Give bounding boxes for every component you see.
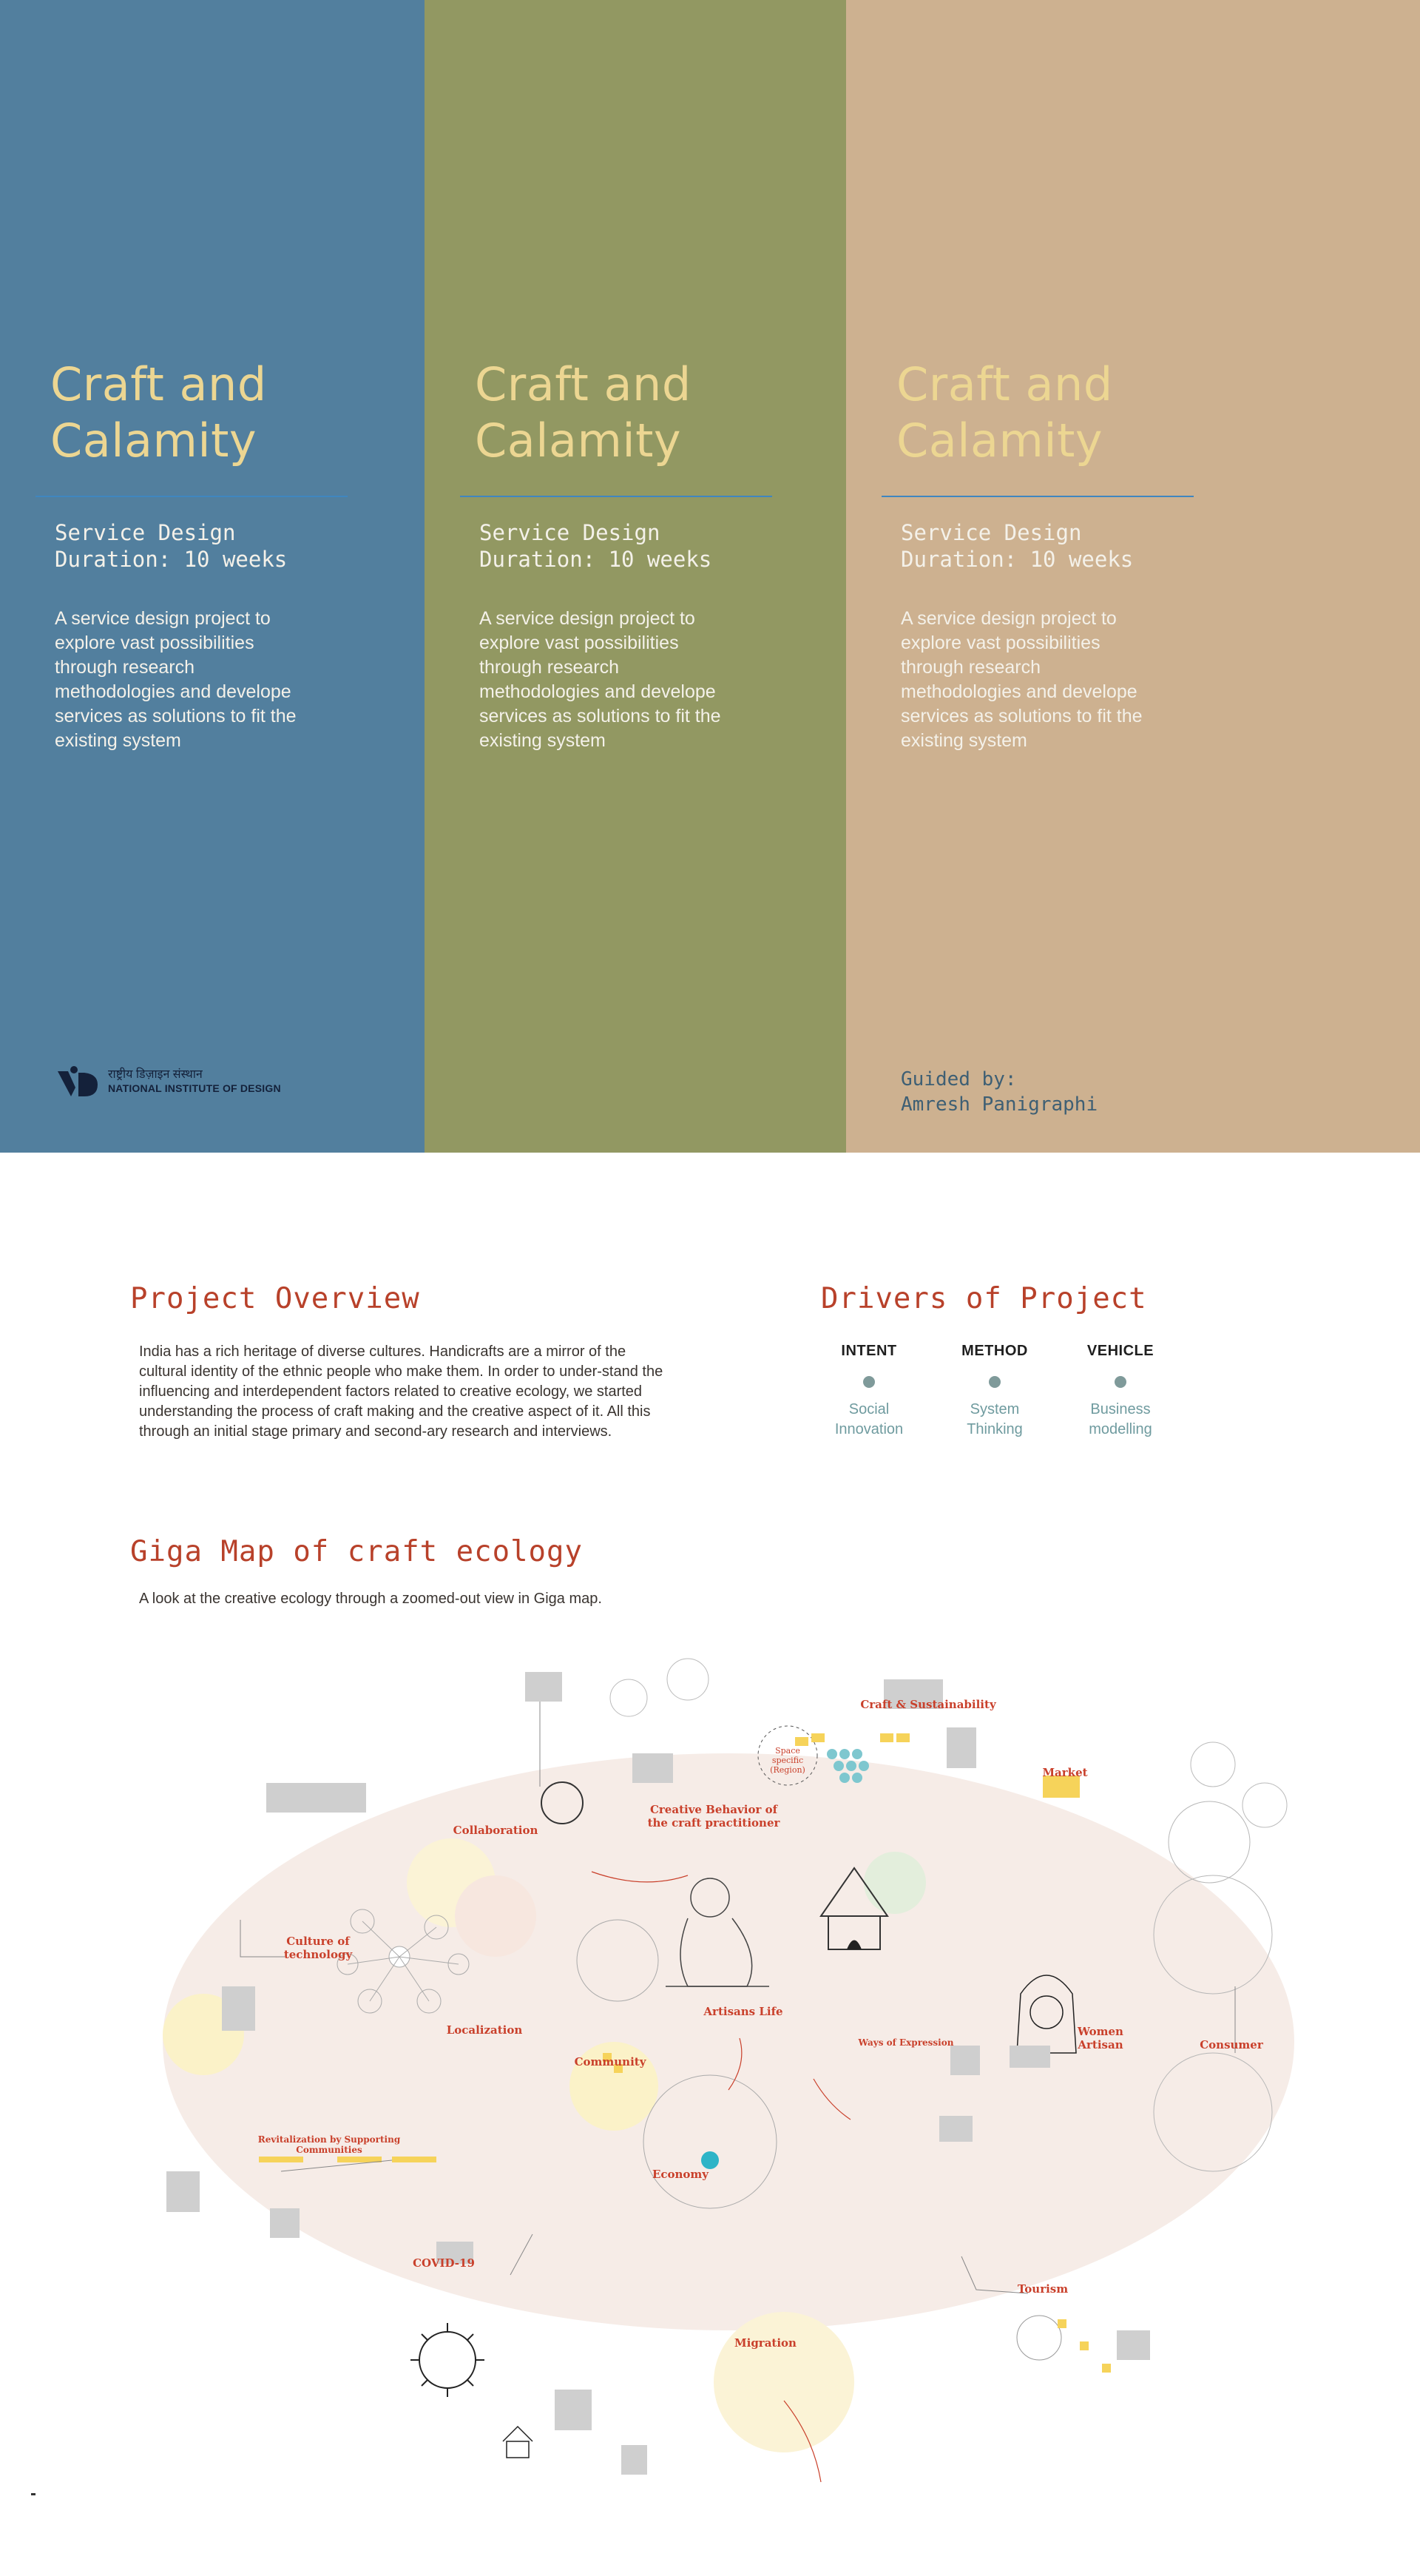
- hero-title: [50, 357, 267, 469]
- house-icon: [503, 2427, 532, 2458]
- hero-panel-tan: [846, 0, 1420, 1153]
- label-migration: Migration: [734, 2336, 797, 2350]
- giga-map-illustration: [81, 1639, 1339, 2501]
- driver-intent: [817, 1343, 921, 1440]
- label-revitalization: Revitalization by Supporting Communities: [257, 2134, 401, 2155]
- giga-map: [81, 1639, 1339, 2501]
- label-creative-behavior: Creative Behavior of the craft practitioner: [647, 1803, 780, 1830]
- bubble: [701, 2151, 719, 2169]
- bubble: [610, 1679, 647, 1716]
- hero-title-line1: Craft and: [50, 357, 267, 411]
- label-space-specific: Space specific (Region): [770, 1746, 805, 1775]
- label-ways-expression: Ways of Expression: [858, 2037, 954, 2048]
- bubble: [864, 1852, 926, 1914]
- label-localization: Localization: [446, 2023, 523, 2037]
- driver-vehicle: [1069, 1343, 1172, 1440]
- label-covid: COVID-19: [413, 2256, 475, 2270]
- overview-title: Project Overview: [130, 1282, 420, 1315]
- bubble: [714, 2312, 854, 2452]
- label-economy: Economy: [652, 2168, 709, 2181]
- hero-title-line1: Craft and: [475, 357, 692, 411]
- driver-value: System Thinking: [967, 1401, 1023, 1437]
- hero-subtitle: Service Design Duration: 10 weeks: [479, 520, 712, 572]
- label-craft-sustainability: Craft & Sustainability: [860, 1698, 996, 1711]
- divider: [460, 496, 772, 497]
- gigamap-title: Giga Map of craft ecology: [130, 1535, 583, 1568]
- hero-description: A service design project to explore vast possibilities through research methodologies and develope services as solutions to fit the existing system: [479, 608, 721, 751]
- hero-title-line2: Calamity: [50, 414, 257, 468]
- bubble: [1242, 1783, 1287, 1827]
- page-mark: [31, 2493, 36, 2495]
- hero-banner: [0, 0, 1420, 1153]
- gigamap-caption: A look at the creative ecology through a zoomed-out view in Giga map.: [139, 1591, 602, 1607]
- nid-logo: [56, 1065, 281, 1098]
- driver-dot: [989, 1376, 1001, 1388]
- label-collaboration: Collaboration: [453, 1824, 538, 1837]
- hero-title: [475, 357, 692, 469]
- label-artisans-life: Artisans Life: [703, 2005, 783, 2018]
- label-culture-technology: Culture of technology: [283, 1935, 353, 1961]
- label-consumer: Consumer: [1200, 2038, 1263, 2051]
- drivers-list: [817, 1343, 1172, 1440]
- hero-subtitle: Service Design Duration: 10 weeks: [55, 520, 288, 572]
- institute-name-english: NATIONAL INSTITUTE OF DESIGN: [108, 1082, 281, 1094]
- virus-icon: [410, 2323, 484, 2397]
- hero-panel-olive: [425, 0, 846, 1153]
- hero-description: A service design project to explore vast possibilities through research methodologies and develope services as solutions to fit the existing system: [55, 608, 297, 751]
- overview-body: India has a rich heritage of diverse cultures. Handicrafts are a mirror of the cultural identity of the ethnic people who make them. In order to under-stand the influencing and interdependent factors related to creative ecology, we started understanding the process of craft making and the creative aspect of it. All this through an initial stage primary and second-ary research and interviews.: [139, 1343, 663, 1440]
- hero-panel-blue: [0, 0, 425, 1153]
- driver-head: INTENT: [841, 1343, 897, 1359]
- nid-logo-icon: [56, 1065, 98, 1098]
- label-women-artisan: Women Artisan: [1078, 2025, 1123, 2051]
- hero-title-line1: Craft and: [896, 357, 1113, 411]
- driver-value: Business modelling: [1089, 1401, 1152, 1437]
- bubble: [455, 1875, 536, 1957]
- bubble: [667, 1659, 709, 1700]
- hero-title: [896, 357, 1113, 469]
- driver-head: METHOD: [961, 1343, 1028, 1359]
- drivers-title: Drivers of Project: [821, 1282, 1147, 1315]
- label-market: Market: [1042, 1766, 1088, 1779]
- divider: [882, 496, 1194, 497]
- hero-title-line2: Calamity: [475, 414, 682, 468]
- driver-dot: [863, 1376, 875, 1388]
- hero-title-line2: Calamity: [896, 414, 1103, 468]
- label-community: Community: [574, 2055, 646, 2068]
- label-tourism: Tourism: [1017, 2282, 1069, 2296]
- hero-subtitle: Service Design Duration: 10 weeks: [901, 520, 1134, 572]
- driver-method: [943, 1343, 1047, 1440]
- bubble: [1017, 2316, 1061, 2360]
- institute-name-hindi: राष्ट्रीय डिज़ाइन संस्थान: [108, 1068, 203, 1081]
- guided-by: Guided by: Amresh Panigraphi: [901, 1068, 1098, 1116]
- driver-head: VEHICLE: [1086, 1343, 1154, 1359]
- driver-dot: [1115, 1376, 1126, 1388]
- hero-description: A service design project to explore vast possibilities through research methodologies and develope services as solutions to fit the existing system: [901, 608, 1143, 751]
- driver-value: Social Innovation: [834, 1401, 904, 1437]
- bubble: [1191, 1742, 1235, 1787]
- divider: [36, 496, 348, 497]
